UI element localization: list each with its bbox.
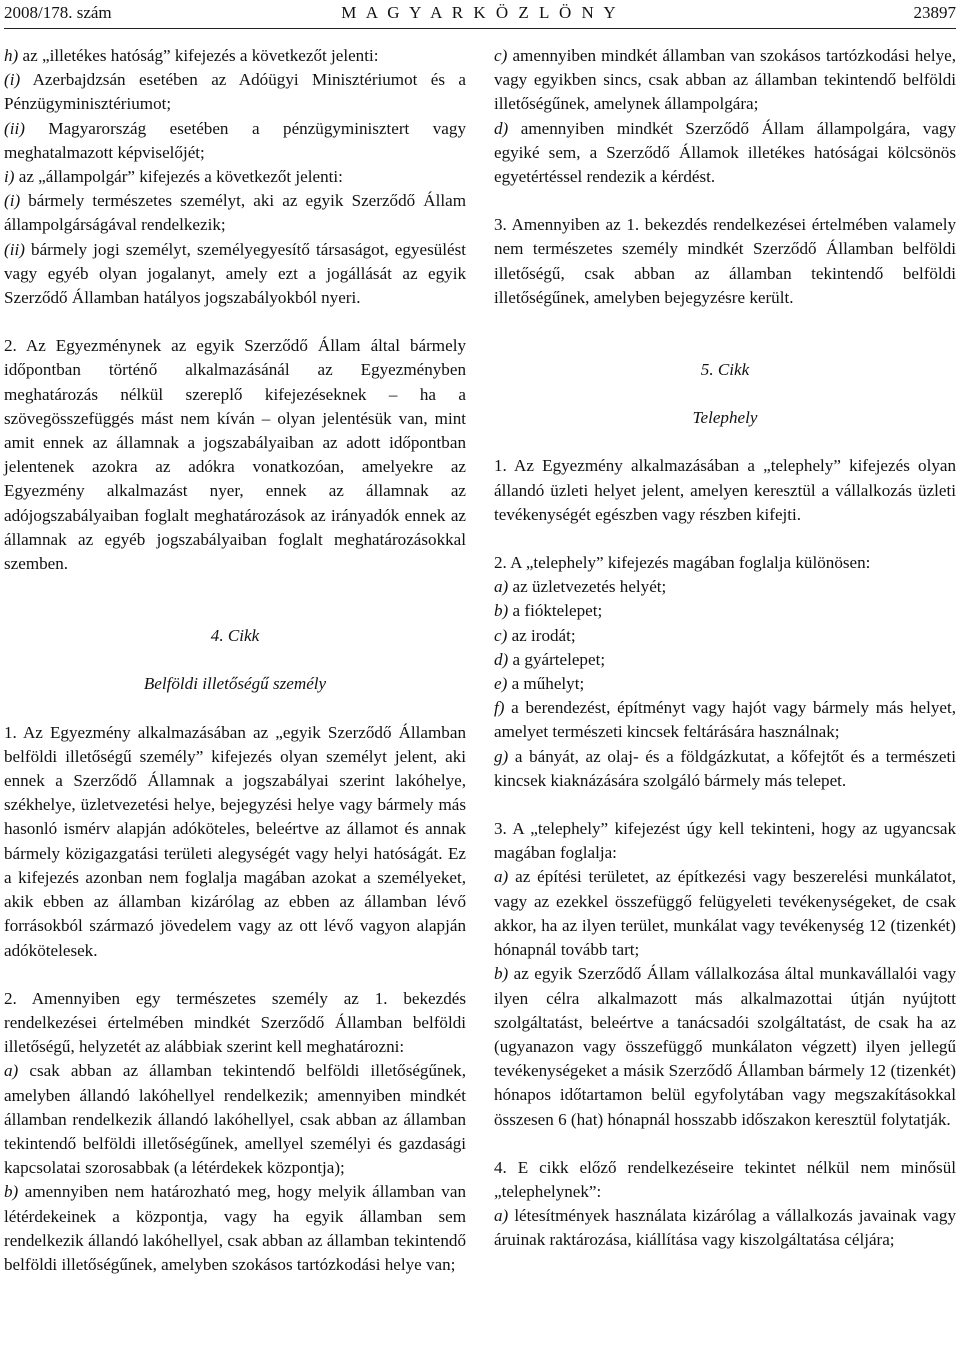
item-text: Azerbajdzsán esetében az Adóügyi Minisztériumot és a Pénzügyminisztériumot; <box>4 70 466 114</box>
definition-i <box>4 165 466 189</box>
article-5-p3-item-b <box>494 962 956 1131</box>
article-5-paragraph-1: 1. Az Egyezmény alkalmazásában a „telephely” kifejezés olyan állandó üzleti helyet jelent, amelyen keresztül a vállalkozás üzleti tevékenységét egészben vagy részben kifejti. <box>494 456 956 524</box>
header-rule <box>4 28 956 29</box>
article-5-paragraph-4: 4. E cikk előző rendelkezéseire tekintet nélkül nem minősül „telephelynek”: <box>494 1157 956 1201</box>
list-item <box>494 648 956 672</box>
item-label: g) <box>494 746 509 766</box>
item-label: (i) <box>4 70 21 90</box>
item-text: bármely jogi személyt, személyegyesítő társaságot, egyesülést vagy egyéb olyan jogalanyt, amely ezt a jogállását az egyik Szerződő Államban hatályos jogszabályokból nyeri. <box>4 239 466 308</box>
item-text: Magyarország esetében a pénzügyminisztert vagy meghatalmazott képviselőjét; <box>4 118 466 162</box>
item-label: b) <box>494 601 509 621</box>
article-4-item-a <box>4 1059 466 1180</box>
item-text: csak abban az államban tekintendő belföldi illetőségűnek, amelyben állandó lakóhellyel rendelkezik; amennyiben mindkét államban rendelkezik állandó lakóhellyel, csak abban az államban tekintendő belföldi illetőségűnek, amellyel személyi és gazdasági kapcsolatai szorosabbak (a létérdekek központja); <box>4 1061 466 1178</box>
item-label: d) <box>494 118 509 138</box>
issue-number: 2008/178. szám <box>4 3 112 22</box>
article-5-number: 5. Cikk <box>700 360 750 380</box>
definition-i-ii <box>4 238 466 311</box>
article-4-paragraph-2: 2. Amennyiben egy természetes személy az 1. bekezdés rendelkezései értelmében mindkét Szerződő Államban belföldi illetőségű, helyzetét az alábbiak szerint kell meghatározni: <box>4 988 466 1057</box>
list-item <box>494 672 956 696</box>
item-label: (ii) <box>4 118 25 138</box>
item-label: h) <box>4 46 19 65</box>
definition-h <box>4 44 466 68</box>
item-text: az egyik Szerződő Állam vállalkozása által munkavállalói vagy ilyen célra alkalmazott más alkalmazottai útján nyújtott szolgáltatást, beleértve a tanácsadói szolgáltatást, de csak ha az (ugyanazon vagy összefüggő munkálaton végzett) ilyen jellegű tevékenységeket a másik Szerződő Államban bármely 12 (tizenkét) hónapos időtartamon belül egyfolytában vagy megszakításokkal összesen 6 (hat) hónapnál hosszabb időszakon keresztül folytatják. <box>494 964 956 1129</box>
article-5-p4-item-a <box>494 1204 956 1252</box>
item-label: f) <box>494 698 505 718</box>
article-5-paragraph-2: 2. A „telephely” kifejezés magában foglalja különösen: <box>494 553 871 573</box>
article-4-item-c <box>494 44 956 117</box>
list-item <box>494 696 956 744</box>
item-label: b) <box>4 1182 19 1202</box>
item-label: c) <box>494 46 508 65</box>
item-label: (i) <box>4 191 21 211</box>
item-text: az „állampolgár” kifejezés a következőt jelenti: <box>18 167 343 187</box>
article-4-paragraph-1: 1. Az Egyezmény alkalmazásában az „egyik Szerződő Államban belföldi illetőségű személy” kifejezés olyan személyt jelent, aki ennek a Szerződő Államnak a jogszabályai szerint lakóhelye, székhelye, üzletvezetési helye, bejegyzési helye vagy bármely más hasonló ismérv alapján adóköteles, beleértve az államot és annak bármely közigazgatási területi alegységét vagy helyi hatóságát. Ez a kifejezés azonban nem foglalja magában azokat a személyeket, akik ebben az államban kizárólag az ebben az államban lévő forrásokból származó jövedelem vagy az ott lévő vagyon alapján adókötelesek. <box>4 722 466 960</box>
item-text: az irodát; <box>511 625 576 645</box>
list-item <box>494 575 956 599</box>
definition-i-i <box>4 189 466 237</box>
list-item <box>494 624 956 648</box>
item-label: d) <box>494 649 509 669</box>
item-text: a fióktelepet; <box>512 601 603 621</box>
item-text: bármely természetes személyt, aki az egyik Szerződő Állam állampolgárságával rendelkezik; <box>4 191 466 235</box>
article-4-number: 4. Cikk <box>210 626 260 646</box>
item-label: a) <box>494 577 509 597</box>
article-5-p3-item-a <box>494 865 956 962</box>
page-number: 23897 <box>913 3 956 22</box>
item-text: létesítmények használata kizárólag a vállalkozás javainak vagy áruinak raktározása, kiállítása vagy kiszolgáltatása céljára; <box>494 1206 956 1250</box>
right-column <box>494 44 956 1253</box>
article-4-item-d <box>494 117 956 190</box>
page-header <box>4 0 956 28</box>
list-item <box>494 745 956 793</box>
definition-h-ii <box>4 117 466 165</box>
item-text: a gyártelepet; <box>512 649 606 669</box>
article-4-title: Belföldi illetőségű személy <box>143 674 327 694</box>
item-label: a) <box>494 1206 509 1226</box>
paragraph-2: 2. Az Egyezménynek az egyik Szerződő Állam által bármely időpontban történő alkalmazásánál az Egyezményben meghatározás nélkül szereplő kifejezéseknek – ha a szövegösszefüggés mást nem kíván – olyan jelentésük van, mint amit ennek az államnak a jogszabályaiban az adott időpontban jelentenek azokra az adókra vonatkozóan, amelyekre az Egyezmény alkalmazást nyer, ennek az államnak az adójogszabályaiban foglalt meghatározások az irányadók ennek az államnak az egyéb jogszabályaiban foglalt meghatározásokkal szemben. <box>4 336 466 574</box>
definition-h-i <box>4 68 466 116</box>
journal-title: M A G Y A R K Ö Z L Ö N Y <box>341 3 619 22</box>
article-4-item-b <box>4 1180 466 1277</box>
item-text: amennyiben nem határozható meg, hogy melyik államban van létérdekeinek a központja, vagy ha egyik államban sem rendelkezik állandó lakóhellyel, csak abban az államban tekintendő belföldi illetőségűnek, amelyben szokásos tartózkodási helye van; <box>4 1182 466 1274</box>
item-label: e) <box>494 674 508 694</box>
item-label: c) <box>494 625 508 645</box>
item-text: az építési területet, az építkezési vagy beszerelési munkálatot, vagy az ezekkel összefüggő felügyeleti tevékenységeket, de csak akkor, ha az ilyen terület, munkálat vagy tevékenység 12 (tizenkét) hónapnál tovább tart; <box>494 867 956 960</box>
item-label: a) <box>494 867 509 887</box>
item-label: i) <box>4 167 15 187</box>
list-item <box>494 599 956 623</box>
article-5-paragraph-3: 3. A „telephely” kifejezést úgy kell tekinteni, hogy az ugyancsak magában foglalja: <box>494 819 956 863</box>
left-column <box>4 44 466 1277</box>
item-text: a berendezést, építményt vagy hajót vagy bármely más helyet, amelyet természeti kincsek feltárására használnak; <box>494 698 956 742</box>
item-label: (ii) <box>4 239 25 259</box>
item-text: az üzletvezetés helyét; <box>512 577 667 597</box>
article-4-paragraph-3: 3. Amennyiben az 1. bekezdés rendelkezései értelmében valamely nem természetes személy mindkét Szerződő Államban belföldi illetőségű, csak abban az államban tekintendő belföldi illetőségűnek, amelyben bejegyzésre került. <box>494 215 956 307</box>
item-text: a műhelyt; <box>511 674 585 694</box>
item-text: a bányát, az olaj- és a földgázkutat, a kőfejtőt és a természeti kincsek kiaknázására szolgáló bármely más telepet. <box>494 746 956 790</box>
article-5-title: Telephely <box>692 408 758 428</box>
item-label: a) <box>4 1061 19 1081</box>
item-text: amennyiben mindkét államban van szokásos tartózkodási helye, vagy egyikben sincs, csak abban az államban tekintendő belföldi illetőségűnek, amelynek állampolgára; <box>494 46 957 114</box>
item-text: amennyiben mindkét Szerződő Állam állampolgára, vagy egyiké sem, a Szerződő Államok illetékes hatóságai kölcsönös egyetértéssel rendezik a kérdést. <box>494 118 957 187</box>
item-text: az „illetékes hatóság” kifejezés a következőt jelenti: <box>22 46 379 65</box>
item-label: b) <box>494 964 509 984</box>
